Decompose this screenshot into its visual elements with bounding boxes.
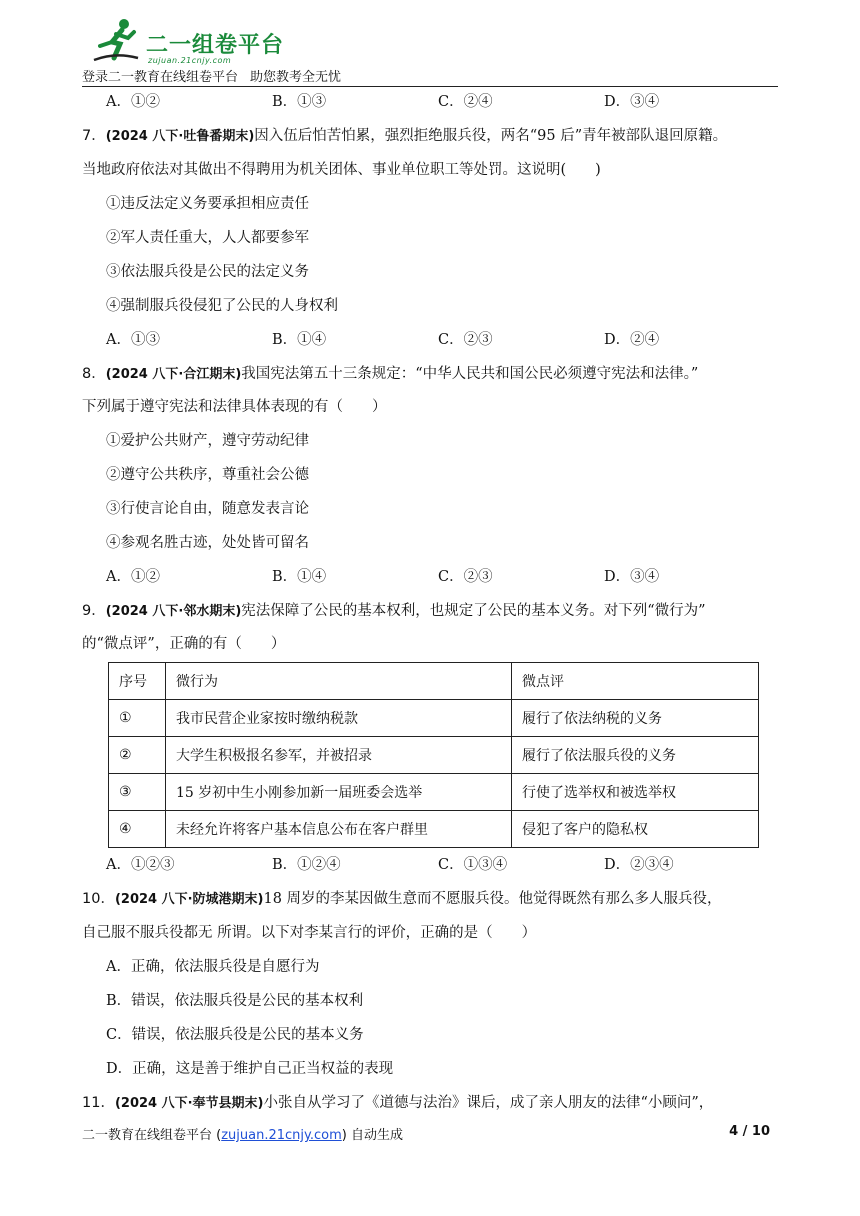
q8-item-2: ②遵守公共秩序，尊重社会公德 xyxy=(106,467,309,483)
q11-stem-line1: 11．(2024 八下·奉节县期末)小张自从学习了《道德与法治》课后，成了亲人朋友的法律“小顾问”， xyxy=(82,1095,714,1111)
table-cell: 侵犯了客户的隐私权 xyxy=(512,811,759,848)
page-header xyxy=(82,14,778,86)
header-slogan xyxy=(82,66,341,85)
table-cell: 履行了依法纳税的义务 xyxy=(512,700,759,737)
option-d: D．③④ xyxy=(604,94,660,110)
q7-source: (2024 八下·吐鲁番期末) xyxy=(105,129,255,144)
q9-stem-line2: 的“微点评”，正确的有（ ） xyxy=(82,636,286,652)
q9-source: (2024 八下·邻水期末) xyxy=(105,604,242,619)
footer-prefix: 二一教育在线组卷平台 ( xyxy=(82,1128,222,1143)
option-b: B．①②④ xyxy=(272,857,341,873)
option-b: B．①④ xyxy=(272,569,327,585)
page-number: 4 / 10 xyxy=(729,1124,770,1139)
table-header-row xyxy=(109,663,759,700)
table-cell: 大学生积极报名参军，并被招录 xyxy=(166,737,512,774)
q8-item-4: ④参观名胜古迹，处处皆可留名 xyxy=(106,535,309,551)
q9-options xyxy=(106,854,786,876)
q7-stem-line1: 7．(2024 八下·吐鲁番期末)因入伍后怕苦怕累，强烈拒绝服兵役，两名“95 后”青年被部队退回原籍。 xyxy=(82,128,728,144)
q7-stem-line2: 当地政府依法对其做出不得聘用为机关团体、事业单位职工等处罚。这说明( ) xyxy=(82,162,601,178)
option-c: C．①③④ xyxy=(438,857,508,873)
q8-item-1: ①爱护公共财产，遵守劳动纪律 xyxy=(106,433,309,449)
table-cell: ② xyxy=(109,737,166,774)
table-header-cell: 微行为 xyxy=(166,663,512,700)
option-c: C．②④ xyxy=(438,94,493,110)
option-b: B．①④ xyxy=(272,332,327,348)
table-row xyxy=(109,774,759,811)
prev-question-options xyxy=(106,91,786,113)
table-cell: ① xyxy=(109,700,166,737)
option-a: A．①②③ xyxy=(106,857,175,873)
option-d: D．③④ xyxy=(604,569,660,585)
table-cell: 未经允许将客户基本信息公布在客户群里 xyxy=(166,811,512,848)
table-row xyxy=(109,811,759,848)
table-header-cell: 序号 xyxy=(109,663,166,700)
option-b: B．①③ xyxy=(272,94,327,110)
q10-choice-d: D．正确，这是善于维护自己正当权益的表现 xyxy=(106,1061,394,1077)
q9-stem-line1: 9．(2024 八下·邻水期末)宪法保障了公民的基本权利，也规定了公民的基本义务。对下列“微行为” xyxy=(82,603,706,619)
q8-source: (2024 八下·合江期末) xyxy=(105,367,242,382)
option-a: A．①② xyxy=(106,569,160,585)
option-d: D．②④ xyxy=(604,332,660,348)
logo-text: 二一组卷平台 xyxy=(146,33,285,58)
table-cell: 15 岁初中生小刚参加新一届班委会选举 xyxy=(166,774,512,811)
slogan-left: 登录二一教育在线组卷平台 xyxy=(82,70,239,85)
q10-stem-line2: 自己服不服兵役都无 所谓。以下对李某言行的评价，正确的是（ ） xyxy=(82,925,537,941)
q8-stem-line2: 下列属于遵守宪法和法律具体表现的有（ ） xyxy=(82,399,387,415)
option-a: A．①③ xyxy=(106,332,160,348)
q7-item-1: ①违反法定义务要承担相应责任 xyxy=(106,196,309,212)
option-d: D．②③④ xyxy=(604,857,674,873)
q8-stem-line1: 8．(2024 八下·合江期末)我国宪法第五十三条规定：“中华人民共和国公民必须遵守宪法和法律。” xyxy=(82,366,699,382)
table-row xyxy=(109,700,759,737)
q10-source: (2024 八下·防城港期末) xyxy=(114,892,264,907)
footer-suffix: ) 自动生成 xyxy=(341,1128,403,1143)
footer-link[interactable]: zujuan.21cnjy.com xyxy=(221,1128,342,1143)
table-row xyxy=(109,737,759,774)
q7-item-2: ②军人责任重大，人人都要参军 xyxy=(106,230,309,246)
page-footer xyxy=(82,1124,778,1146)
table-cell: 履行了依法服兵役的义务 xyxy=(512,737,759,774)
platform-logo[interactable] xyxy=(92,18,292,66)
option-c: C．②③ xyxy=(438,569,493,585)
logo-subtext: zujuan.21cnjy.com xyxy=(148,56,232,65)
option-c: C．②③ xyxy=(438,332,493,348)
runner-logo-icon xyxy=(92,18,140,64)
slogan-right: 助您教考全无忧 xyxy=(250,70,342,85)
q7-item-3: ③依法服兵役是公民的法定义务 xyxy=(106,264,309,280)
q8-item-3: ③行使言论自由，随意发表言论 xyxy=(106,501,309,517)
table-cell: 我市民营企业家按时缴纳税款 xyxy=(166,700,512,737)
table-cell: ③ xyxy=(109,774,166,811)
q11-source: (2024 八下·奉节县期末) xyxy=(114,1096,264,1111)
table-header-cell: 微点评 xyxy=(512,663,759,700)
table-cell: 行使了选举权和被选举权 xyxy=(512,774,759,811)
q7-options xyxy=(106,329,786,351)
table-cell: ④ xyxy=(109,811,166,848)
q10-stem-line1: 10．(2024 八下·防城港期末)18 周岁的李某因做生意而不愿服兵役。他觉得既然有那么多人服兵役， xyxy=(82,891,722,907)
q10-choice-c: C．错误，依法服兵役是公民的基本义务 xyxy=(106,1027,364,1043)
q7-item-4: ④强制服兵役侵犯了公民的人身权利 xyxy=(106,298,338,314)
q9-table xyxy=(108,662,759,848)
header-divider xyxy=(82,86,778,87)
q10-choice-a: A．正确，依法服兵役是自愿行为 xyxy=(106,959,320,975)
q10-choice-b: B．错误，依法服兵役是公民的基本权利 xyxy=(106,993,364,1009)
q8-options xyxy=(106,566,786,588)
option-a: A．①② xyxy=(106,94,160,110)
